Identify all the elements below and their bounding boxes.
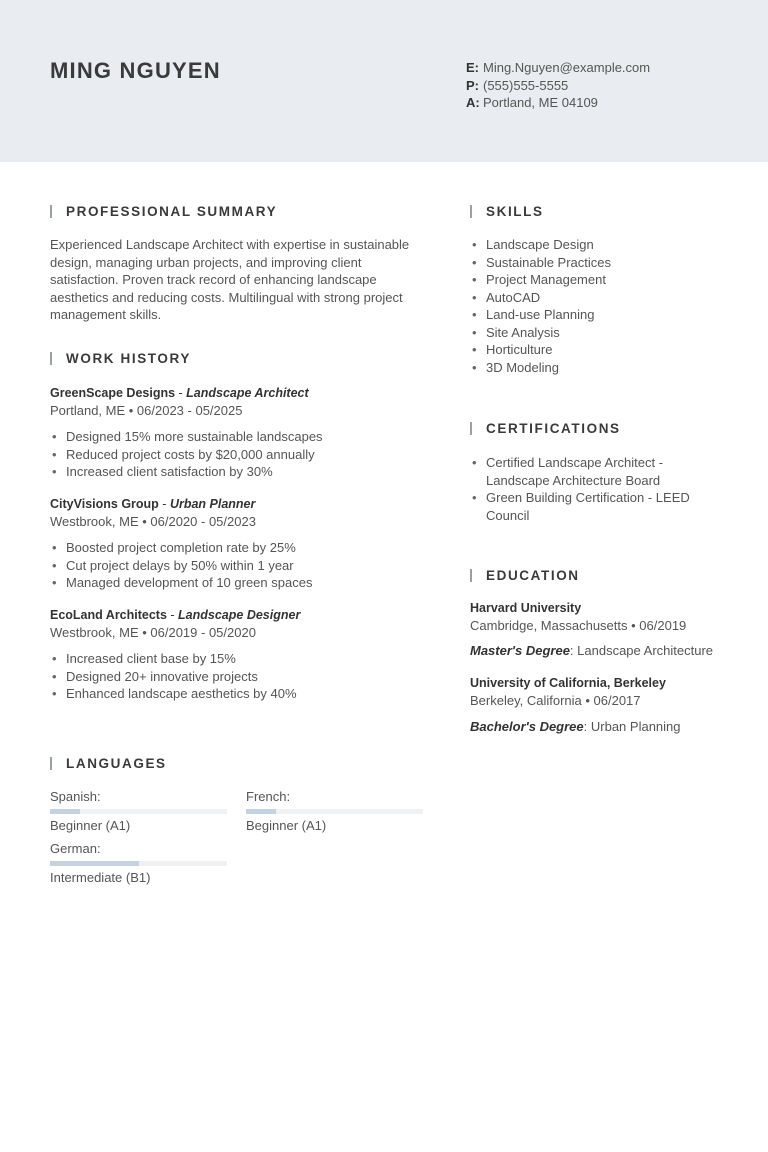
list-item: • AutoCAD	[470, 289, 720, 307]
education-heading	[470, 568, 580, 583]
list-item: • Horticulture	[470, 341, 720, 359]
contact-email-key: E:	[466, 60, 479, 75]
contact-block	[466, 59, 650, 112]
education-1-degree: Master's Degree	[470, 643, 570, 658]
candidate-name: MING NGUYEN	[50, 58, 221, 83]
job-1-meta: Portland, ME • 06/2023 - 05/2025	[50, 403, 243, 418]
list-item: • Increased client satisfaction by 30%	[50, 463, 430, 481]
contact-address-key: A:	[466, 95, 480, 110]
education-1-field: : Landscape Architecture	[569, 643, 714, 658]
list-item: • Land-use Planning	[470, 306, 720, 324]
language-name: Spanish:	[50, 789, 101, 804]
job-1-separator: -	[175, 386, 187, 400]
summary-text: Experienced Landscape Architect with expertise in sustainable design, managing urban projects, and improving client satisfaction. Proven track record of enhancing landscape aesthetics and reducing costs. Multilingual with strong project management skills.	[50, 237, 410, 322]
proficiency-bar-track	[50, 809, 227, 814]
education-1-school: Harvard University	[470, 601, 582, 615]
education-2-school: University of California, Berkeley	[470, 676, 666, 690]
certifications-list	[470, 454, 700, 524]
language-spanish	[50, 789, 227, 833]
job-3-company: EcoLand Architects	[50, 608, 167, 622]
education-2-field: : Urban Planning	[583, 719, 681, 734]
job-2-company: CityVisions Group	[50, 497, 159, 511]
education-1-degree-line	[470, 643, 713, 658]
contact-phone-value: (555)555-5555	[483, 77, 569, 93]
language-name: German:	[50, 841, 101, 856]
list-item: • Designed 20+ innovative projects	[50, 668, 430, 686]
list-item: • Enhanced landscape aesthetics by 40%	[50, 685, 430, 703]
section-bar	[470, 205, 472, 218]
summary-heading	[50, 204, 277, 219]
job-3-title	[50, 608, 300, 622]
proficiency-bar-fill	[50, 861, 139, 866]
list-item: • Project Management	[470, 271, 720, 289]
section-bar	[50, 352, 52, 365]
work-heading	[50, 351, 191, 366]
list-item: • Cut project delays by 50% within 1 year	[50, 557, 430, 575]
language-level: Beginner (A1)	[246, 818, 327, 833]
job-1-role: Landscape Architect	[186, 386, 309, 400]
header-band	[0, 0, 768, 162]
job-3-bullets	[50, 650, 430, 703]
job-1-title	[50, 386, 309, 400]
section-bar	[470, 422, 472, 435]
list-item: • Designed 15% more sustainable landscapes	[50, 428, 430, 446]
proficiency-bar-fill	[50, 809, 80, 814]
skills-title: SKILLS	[486, 204, 544, 219]
contact-email-value[interactable]: Ming.Nguyen@example.com	[483, 60, 651, 75]
job-2-meta: Westbrook, ME • 06/2020 - 05/2023	[50, 514, 256, 529]
education-2-degree-line	[470, 719, 681, 734]
list-item: • Site Analysis	[470, 324, 720, 342]
language-german	[50, 841, 227, 885]
proficiency-bar-fill	[246, 809, 276, 814]
skills-heading	[470, 204, 544, 219]
language-level: Intermediate (B1)	[50, 870, 151, 885]
job-1-bullets	[50, 428, 430, 481]
proficiency-bar-track	[50, 861, 227, 866]
contact-email	[466, 59, 650, 77]
languages-title: LANGUAGES	[66, 756, 167, 771]
education-title: EDUCATION	[486, 568, 580, 583]
job-2-title	[50, 497, 255, 511]
list-item: • Reduced project costs by $20,000 annually	[50, 446, 430, 464]
job-3-meta: Westbrook, ME • 06/2019 - 05/2020	[50, 625, 256, 640]
section-bar	[50, 757, 52, 770]
job-2-role: Urban Planner	[169, 497, 256, 511]
list-item: • 3D Modeling	[470, 359, 720, 377]
section-bar	[50, 205, 52, 218]
job-3-separator: -	[166, 608, 179, 622]
contact-address	[466, 94, 650, 112]
education-2-degree: Bachelor's Degree	[470, 719, 584, 734]
contact-address-value: Portland, ME 04109	[483, 95, 598, 110]
languages-heading	[50, 756, 167, 771]
contact-phone	[466, 77, 650, 95]
job-3-role: Landscape Designer	[178, 608, 301, 622]
list-item: • Managed development of 10 green spaces	[50, 574, 430, 592]
list-item: • Sustainable Practices	[470, 254, 720, 272]
job-1-company: GreenScape Designs	[50, 386, 176, 400]
list-item: • Green Building Certification - LEED Council	[470, 489, 700, 524]
job-2-bullets	[50, 539, 430, 592]
list-item: • Boosted project completion rate by 25%	[50, 539, 430, 557]
education-1-meta: Cambridge, Massachusetts • 06/2019	[470, 618, 687, 633]
proficiency-bar-track	[246, 809, 423, 814]
summary-title: PROFESSIONAL SUMMARY	[66, 204, 278, 219]
language-french	[246, 789, 423, 833]
work-title: WORK HISTORY	[66, 351, 191, 366]
certifications-title: CERTIFICATIONS	[486, 421, 621, 436]
language-name: French:	[246, 789, 291, 804]
list-item: • Certified Landscape Architect - Landscape Architecture Board	[470, 454, 700, 489]
list-item: • Landscape Design	[470, 236, 720, 254]
skills-list	[470, 236, 720, 376]
contact-phone-key: P:	[466, 77, 479, 93]
language-level: Beginner (A1)	[50, 818, 131, 833]
section-bar	[470, 569, 472, 582]
certifications-heading	[470, 421, 621, 436]
list-item: • Increased client base by 15%	[50, 650, 430, 668]
education-2-meta: Berkeley, California • 06/2017	[470, 693, 641, 708]
job-2-separator: -	[158, 497, 170, 511]
